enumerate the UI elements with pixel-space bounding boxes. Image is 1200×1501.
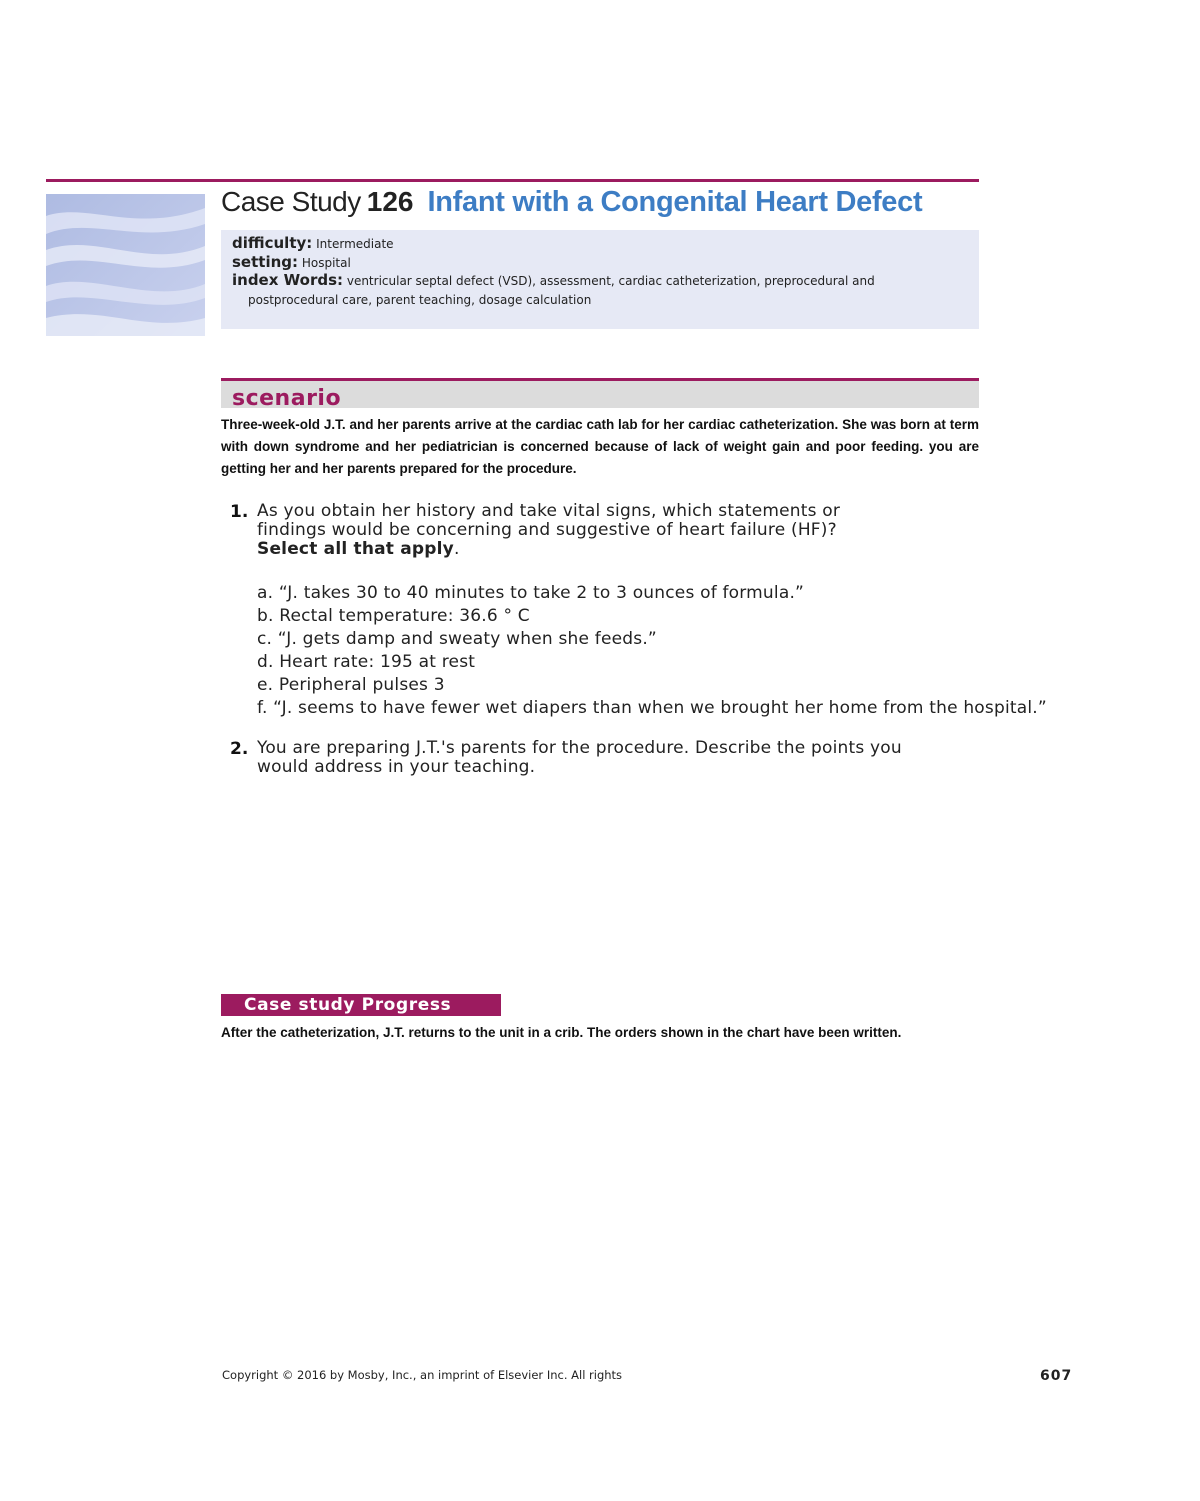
setting-value: Hospital [301,256,351,270]
setting-label: setting: [232,253,298,271]
question-1-text [257,502,840,559]
question-1-option-c[interactable]: c. “J. gets damp and sweaty when she feeds.” [257,629,657,649]
copyright-notice: Copyright © 2016 by Mosby, Inc., an imprint of Elsevier Inc. All rights [222,1368,623,1382]
header-rule [46,179,979,182]
index-words-line [232,271,875,289]
question-1-option-b[interactable]: b. Rectal temperature: 36.6 ° C [257,606,530,626]
case-title [221,186,981,228]
index-words-continued: postprocedural care, parent teaching, dosage calculation [248,293,592,307]
question-1-option-e[interactable]: e. Peripheral pulses 3 [257,675,445,695]
difficulty-label: difficulty: [232,234,313,252]
question-1-line-1: As you obtain her history and take vital signs, which statements or [257,501,841,521]
case-study-progress-badge: Case study Progress [221,994,501,1016]
question-2-text [257,739,902,777]
question-1-option-a[interactable]: a. “J. takes 30 to 40 minutes to take 2 to 3 ounces of formula.” [257,583,805,603]
scenario-heading: scenario [232,386,342,411]
question-1-instruction: Select all that apply. [257,539,460,559]
question-2-line-1: You are preparing J.T.'s parents for the procedure. Describe the points you [257,738,902,758]
scenario-text: Three-week-old J.T. and her parents arrive at the cardiac cath lab for her cardiac catheterization. She was born at term with down syndrome and her pediatrician is concerned because of lack of weight gain and poor feeding. you are getting her and her parents prepared for the procedure. [221,417,979,476]
question-1-option-f[interactable]: f. “J. seems to have fewer wet diapers than when we brought her home from the hospital.” [257,698,1047,718]
question-2-number: 2. [230,739,249,759]
difficulty-value: Intermediate [316,237,394,251]
setting-line [232,253,351,271]
index-words-value: ventricular septal defect (VSD), assessment, cardiac catheterization, preprocedural and [346,274,875,288]
progress-text: After the catheterization, J.T. returns to the unit in a crib. The orders shown in the chart have been written. [221,1025,902,1040]
case-name: Infant with a Congenital Heart Defect [427,186,923,218]
question-1-option-d[interactable]: d. Heart rate: 195 at rest [257,652,476,672]
difficulty-line [232,234,394,252]
index-words-label: index Words: [232,271,344,289]
question-1-number: 1. [230,502,249,522]
decorative-wave-graphic [46,194,205,336]
case-number: 126 [366,186,414,217]
select-all-instruction: Select all that apply [257,539,454,559]
question-2-line-2: would address in your teaching. [257,757,536,777]
page-number: 607 [1040,1368,1073,1384]
case-meta-box [221,230,979,329]
case-title-prefix: Case Study [221,186,361,217]
question-1-line-2: findings would be concerning and suggestive of heart failure (HF)? [257,520,837,540]
